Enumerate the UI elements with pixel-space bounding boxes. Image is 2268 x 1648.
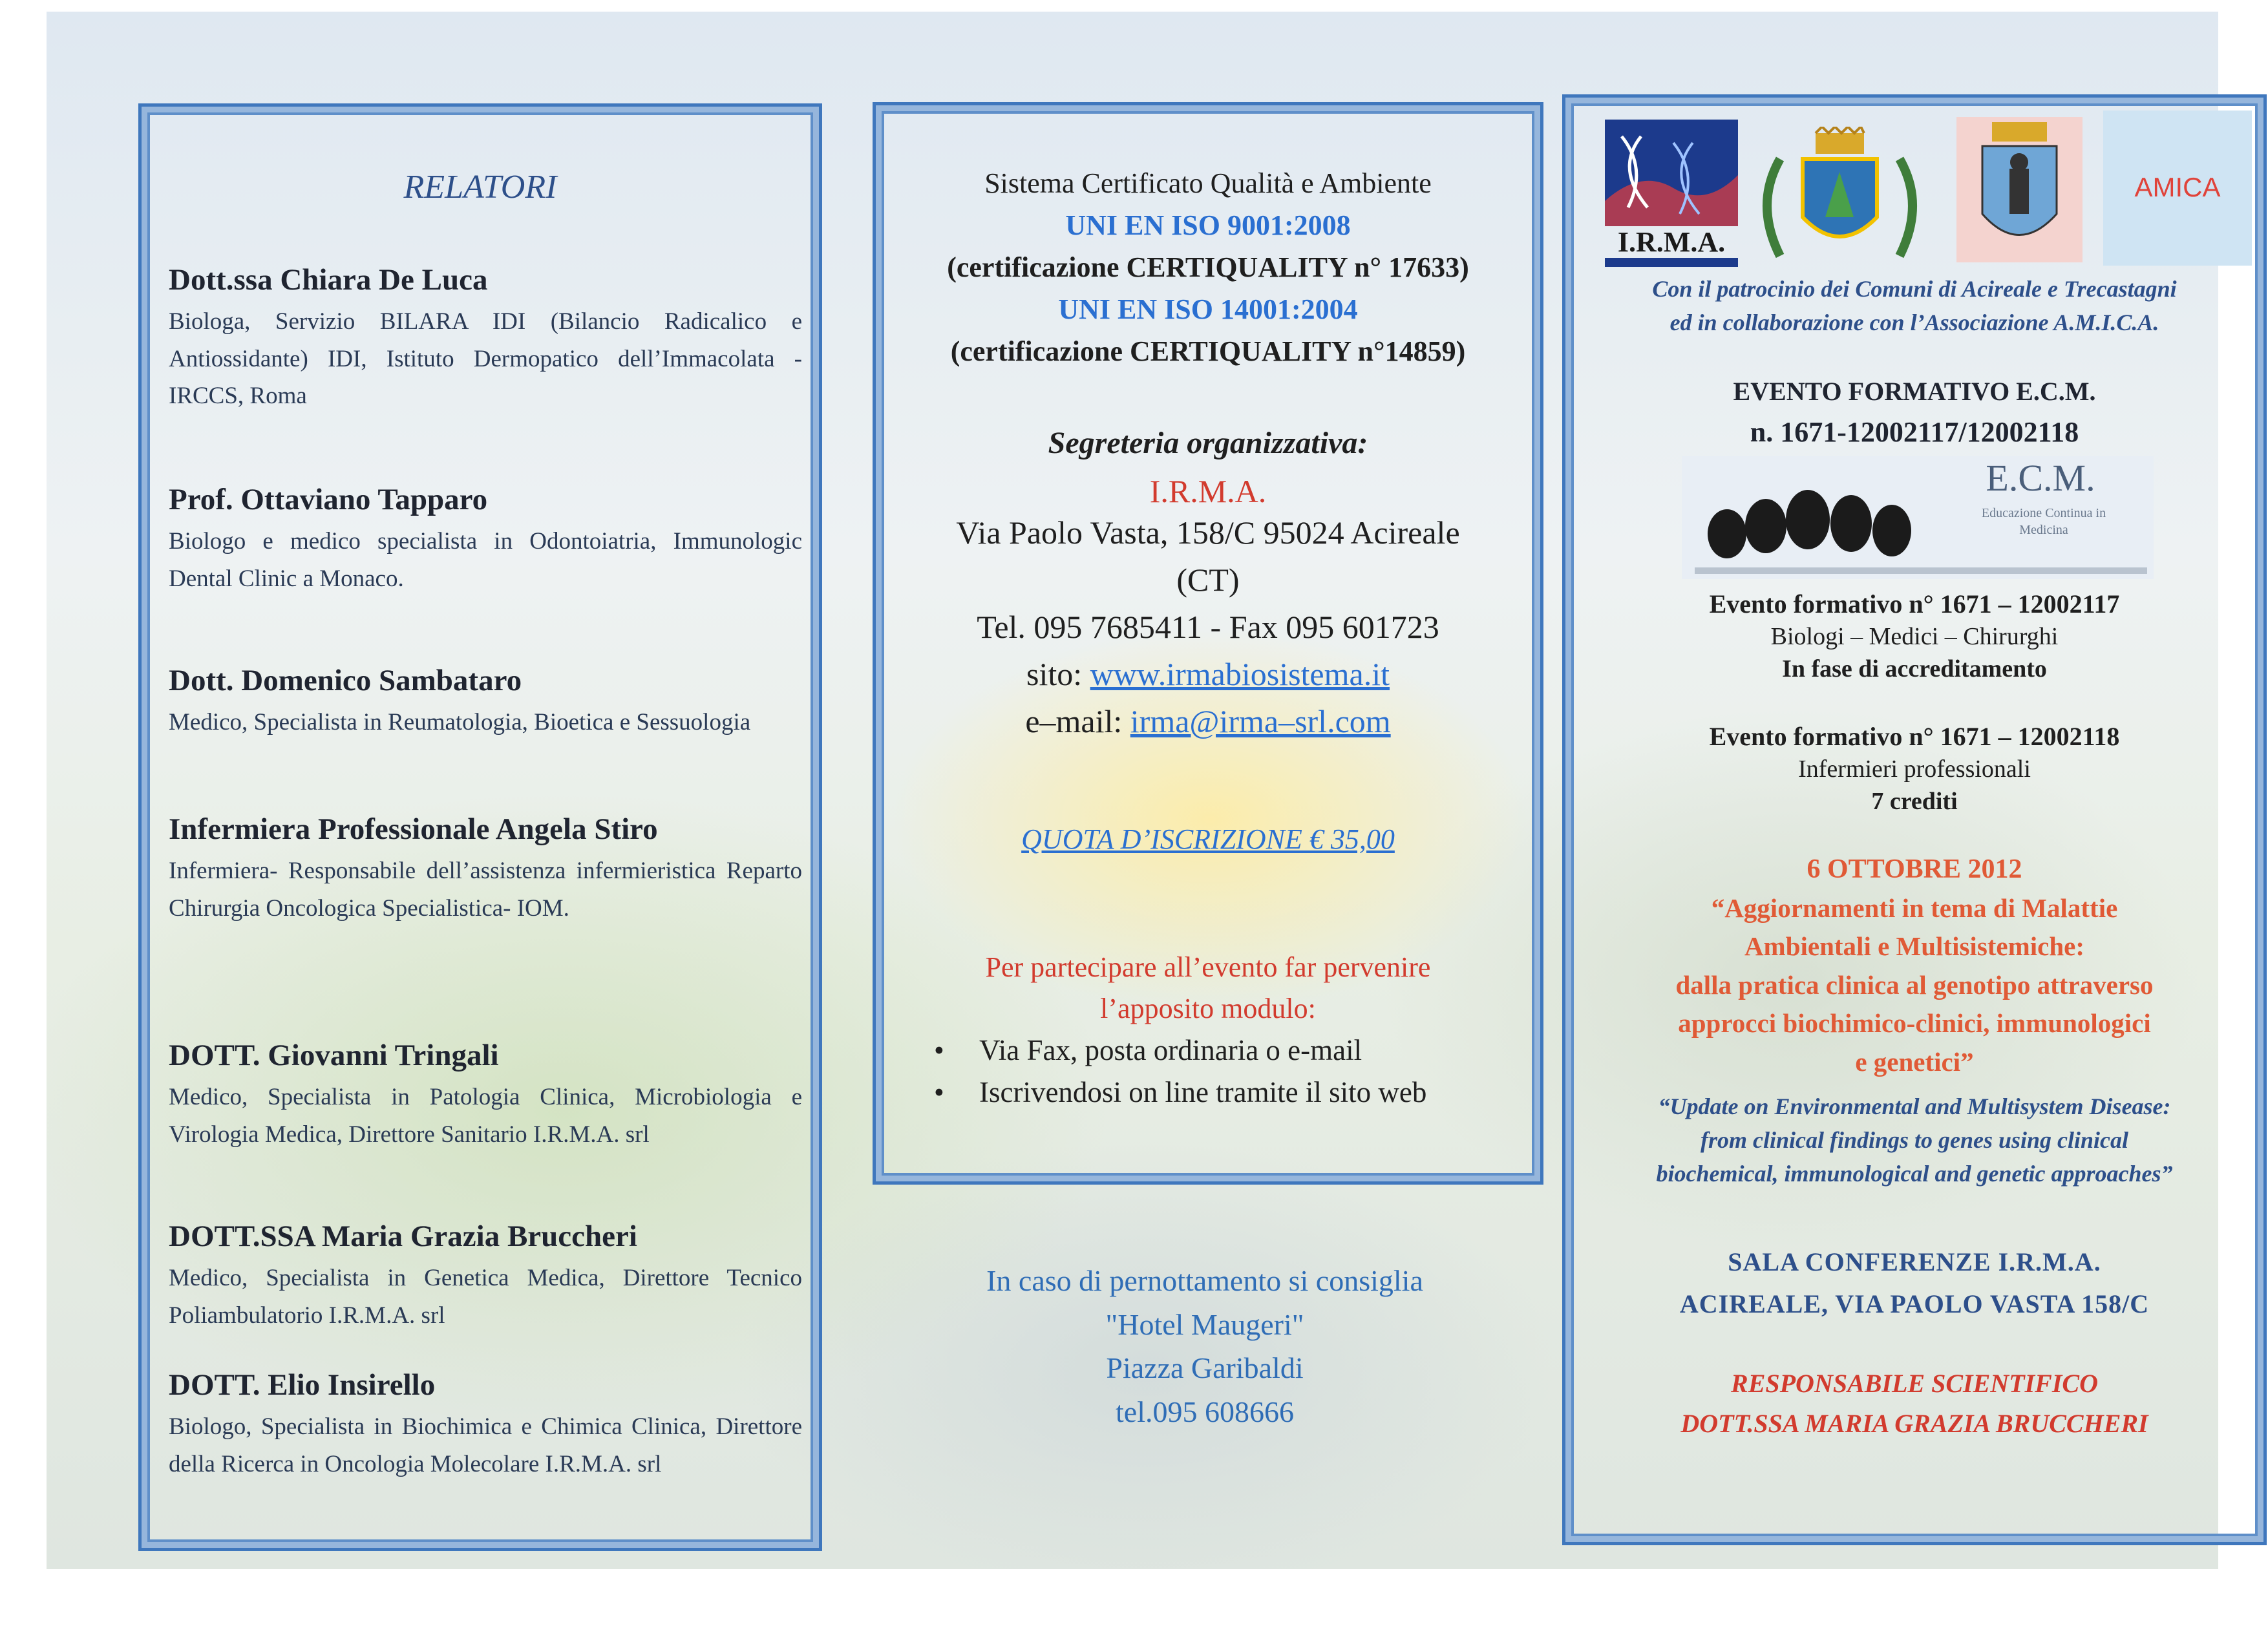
speaker-name: Dott. Domenico Sambataro bbox=[169, 664, 522, 697]
acireale-crest-icon bbox=[1754, 127, 1925, 262]
speaker-name: Infermiera Professionale Angela Stiro bbox=[169, 812, 658, 846]
cert-number-1: (certificazione CERTIQUALITY n° 17633) bbox=[947, 251, 1469, 283]
venue-name: SALA CONFERENZE I.R.M.A. bbox=[1728, 1247, 2101, 1276]
patrocinio-line-1: Con il patrocinio dei Comuni di Acireale e Trecastagni bbox=[1652, 276, 2177, 302]
trecastagni-crest-icon bbox=[1956, 117, 2083, 262]
event-title-line: e genetici” bbox=[1855, 1046, 1974, 1077]
event-panel bbox=[1562, 94, 2267, 1545]
quota-line bbox=[876, 823, 1540, 856]
speaker-name: DOTT.SSA Maria Grazia Bruccheri bbox=[169, 1220, 637, 1253]
speaker-item bbox=[169, 262, 802, 414]
event-subtitle-line: “Update on Environmental and Multisystem Disease: bbox=[1658, 1093, 2171, 1119]
event-title-line: approcci biochimico-clinici, immunologici bbox=[1678, 1008, 2151, 1039]
phone-fax: Tel. 095 7685411 - Fax 095 601723 bbox=[977, 609, 1439, 645]
address-line-2: (CT) bbox=[1176, 562, 1240, 598]
event-title-line: dalla pratica clinica al genotipo attraverso bbox=[1675, 969, 2154, 1000]
hotel-address: Piazza Garibaldi bbox=[1106, 1351, 1304, 1385]
ecm-logo bbox=[1682, 456, 2154, 579]
event1-title: Evento formativo n° 1671 – 12002117 bbox=[1709, 589, 2120, 618]
irma-logo bbox=[1602, 117, 1741, 272]
irma-logo-text: I.R.M.A. bbox=[1617, 226, 1726, 258]
speaker-desc: Biologa, Servizio BILARA IDI (Bilancio Radicalico e Antiossidante) IDI, Istituto Dermopatico dell’Immacolata - IRCCS, Roma bbox=[169, 308, 802, 410]
event-title-line: “Aggiornamenti in tema di Malattie bbox=[1711, 893, 2118, 923]
event-subtitle bbox=[1565, 1090, 2263, 1191]
scientific-lead-label: RESPONSABILE SCIENTIFICO bbox=[1731, 1369, 2098, 1398]
ecm-event-label: EVENTO FORMATIVO E.C.M. bbox=[1733, 377, 2096, 406]
speaker-desc: Biologo e medico specialista in Odontoiatria, Immunologic Dental Clinic a Monaco. bbox=[169, 528, 802, 592]
venue-address: ACIREALE, VIA PAOLO VASTA 158/C bbox=[1679, 1289, 2150, 1318]
partecipa-line-1: Per partecipare all’evento far pervenire bbox=[985, 951, 1431, 983]
ecm-event-number: n. 1671-12002117/12002118 bbox=[1750, 416, 2079, 448]
email-link[interactable]: irma@irma–srl.com bbox=[1130, 703, 1391, 739]
iso-9001: UNI EN ISO 9001:2008 bbox=[1065, 209, 1351, 241]
quota-link[interactable]: QUOTA D’ISCRIZIONE € 35,00 bbox=[1021, 823, 1395, 855]
scientific-lead-name: DOTT.SSA MARIA GRAZIA BRUCCHERI bbox=[1680, 1409, 2148, 1438]
event-title-line: Ambientali e Multisistemiche: bbox=[1744, 931, 2085, 962]
speaker-name: DOTT. Giovanni Tringali bbox=[169, 1039, 499, 1072]
speaker-item bbox=[169, 1218, 802, 1334]
amica-logo-text: AMICA bbox=[2134, 172, 2221, 202]
iso-14001: UNI EN ISO 14001:2004 bbox=[1058, 293, 1358, 325]
event1-status: In fase di accreditamento bbox=[1782, 655, 2047, 682]
cert-header: Sistema Certificato Qualità e Ambiente bbox=[984, 167, 1432, 199]
segreteria-label: Segreteria organizzativa: bbox=[1048, 426, 1368, 460]
brochure-sheet bbox=[47, 12, 2221, 1569]
event-subtitle-line: biochemical, immunological and genetic approaches” bbox=[1656, 1161, 2173, 1187]
speaker-item bbox=[169, 662, 802, 741]
hotel-name: "Hotel Maugeri" bbox=[1105, 1307, 1304, 1341]
event-date: 6 OTTOBRE 2012 bbox=[1807, 854, 2022, 884]
speaker-desc: Medico, Specialista in Genetica Medica, Direttore Tecnico Poliambulatorio I.R.M.A. srl bbox=[169, 1265, 802, 1329]
speakers-panel bbox=[138, 103, 822, 1551]
speaker-name: Dott.ssa Chiara De Luca bbox=[169, 263, 488, 297]
hotel-line: In caso di pernottamento si consiglia bbox=[986, 1264, 1423, 1297]
speaker-item bbox=[169, 481, 802, 597]
email-line bbox=[876, 698, 1540, 745]
speaker-desc: Infermiera- Responsabile dell’assistenza infermieristica Reparto Chirurgia Oncologica Specialistica- IOM. bbox=[169, 858, 802, 922]
speaker-desc: Medico, Specialista in Reumatologia, Bioetica e Sessuologia bbox=[169, 709, 751, 736]
speakers-title: RELATORI bbox=[403, 169, 557, 206]
website-label: sito: bbox=[1026, 656, 1083, 692]
speaker-item bbox=[169, 1367, 802, 1483]
amica-logo bbox=[2103, 111, 2252, 266]
ecm-logo-subtitle: Educazione Continua in Medicina bbox=[1981, 506, 2106, 537]
event-title bbox=[1565, 889, 2263, 1081]
ecm-logo-text: E.C.M. bbox=[1986, 457, 2095, 499]
event-subtitle-line: from clinical findings to genes using clinical bbox=[1700, 1127, 2129, 1154]
patrocinio-line-2: ed in collaborazione con l’Associazione A.M.I.C.A. bbox=[1669, 310, 2159, 335]
partecipa-line-2: l’apposito modulo: bbox=[1100, 993, 1316, 1024]
speaker-name: DOTT. Elio Insirello bbox=[169, 1368, 436, 1402]
speaker-name: Prof. Ottaviano Tapparo bbox=[169, 483, 488, 516]
speaker-item bbox=[169, 1037, 802, 1153]
option-item: • Iscrivendosi on line tramite il sito web bbox=[934, 1072, 1516, 1114]
hotel-block bbox=[873, 1259, 1537, 1433]
info-panel bbox=[873, 102, 1543, 1185]
speaker-item bbox=[169, 811, 802, 927]
hotel-phone: tel.095 608666 bbox=[1116, 1395, 1294, 1428]
speaker-desc: Medico, Specialista in Patologia Clinica, Microbiologia e Virologia Medica, Direttore Sanitario I.R.M.A. srl bbox=[169, 1084, 802, 1148]
website-line bbox=[876, 651, 1540, 698]
event2-credits: 7 crediti bbox=[1871, 788, 1958, 815]
address-line-1: Via Paolo Vasta, 158/C 95024 Acireale bbox=[956, 514, 1460, 551]
cert-number-2: (certificazione CERTIQUALITY n°14859) bbox=[950, 335, 1466, 367]
registration-options bbox=[934, 1030, 1516, 1114]
event1-target: Biologi – Medici – Chirurghi bbox=[1770, 623, 2059, 650]
email-label: e–mail: bbox=[1025, 703, 1123, 739]
speaker-desc: Biologo, Specialista in Biochimica e Chimica Clinica, Direttore della Ricerca in Oncologia Molecolare I.R.M.A. srl bbox=[169, 1413, 802, 1477]
event2-target: Infermieri professionali bbox=[1798, 755, 2031, 783]
organizer-name: I.R.M.A. bbox=[1149, 473, 1267, 509]
event2-title: Evento formativo n° 1671 – 12002118 bbox=[1709, 722, 2120, 751]
option-item: • Via Fax, posta ordinaria o e-mail bbox=[934, 1030, 1516, 1072]
website-link[interactable]: www.irmabiosistema.it bbox=[1090, 656, 1390, 692]
